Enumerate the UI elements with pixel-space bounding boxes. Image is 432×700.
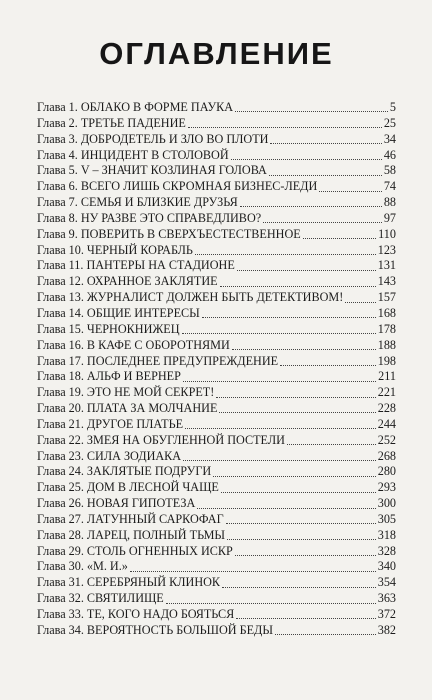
dot-leader <box>182 333 376 334</box>
page-number: 110 <box>378 226 396 241</box>
dot-leader <box>303 238 376 239</box>
page-number: 58 <box>383 163 396 178</box>
page-number: 198 <box>377 353 396 368</box>
chapter-title: ДОБРОДЕТЕЛЬ И ЗЛО ВО ПЛОТИ <box>80 131 269 146</box>
dot-leader <box>216 397 375 398</box>
toc-entry <box>37 148 396 164</box>
page-number: 188 <box>377 337 396 352</box>
page-number: 221 <box>377 385 396 400</box>
chapter-label: Глава 21. <box>37 416 84 431</box>
toc-entry <box>37 100 396 116</box>
toc-entry <box>37 227 396 243</box>
toc-entry <box>37 195 396 211</box>
toc-entry <box>37 354 396 370</box>
toc-entry <box>37 290 396 306</box>
chapter-title: ДОМ В ЛЕСНОЙ ЧАЩЕ <box>86 480 219 495</box>
dot-leader <box>222 587 376 588</box>
toc-entry <box>37 559 396 575</box>
page-number: 252 <box>377 432 396 447</box>
page-number: 340 <box>377 559 396 574</box>
toc-entry <box>37 607 396 623</box>
chapter-label: Глава 13. <box>37 290 84 305</box>
dot-leader <box>183 381 376 382</box>
toc-entry <box>37 179 396 195</box>
chapter-title: ЛАРЕЦ, ПОЛНЫЙ ТЬМЫ <box>86 527 226 542</box>
chapter-label: Глава 34. <box>37 622 84 637</box>
dot-leader <box>235 555 376 556</box>
chapter-title: ЗМЕЯ НА ОБУГЛЕННОЙ ПОСТЕЛИ <box>86 432 285 447</box>
dot-leader <box>195 254 376 255</box>
page-number: 74 <box>383 179 396 194</box>
chapter-label: Глава 29. <box>37 543 84 558</box>
chapter-title: ТРЕТЬЕ ПАДЕНИЕ <box>80 115 186 130</box>
chapter-title: ЗАКЛЯТЫЕ ПОДРУГИ <box>86 464 212 479</box>
toc-entry <box>37 512 396 528</box>
dot-leader <box>231 159 382 160</box>
dot-leader <box>319 191 382 192</box>
page-number: 5 <box>389 100 396 114</box>
toc-entry <box>37 385 396 401</box>
page-number: 97 <box>383 210 396 225</box>
chapter-title: ПАНТЕРЫ НА СТАДИОНЕ <box>86 258 235 273</box>
toc-entry <box>37 401 396 417</box>
chapter-label: Глава 16. <box>37 337 84 352</box>
dot-leader <box>197 508 375 509</box>
chapter-title: ТЕ, КОГО НАДО БОЯТЬСЯ <box>86 607 235 621</box>
chapter-title: ПОСЛЕДНЕЕ ПРЕДУПРЕЖДЕНИЕ <box>86 353 279 368</box>
chapter-title: СЕМЬЯ И БЛИЗКИЕ ДРУЗЬЯ <box>80 195 238 210</box>
chapter-title: ПОВЕРИТЬ В СВЕРХЪЕСТЕСТВЕННОЕ <box>80 226 301 241</box>
chapter-label: Глава 26. <box>37 496 84 511</box>
chapter-label: Глава 6. <box>37 179 78 194</box>
chapter-title: ЧЕРНОКНИЖЕЦ <box>86 321 180 336</box>
dot-leader <box>240 206 382 207</box>
toc-entry <box>37 132 396 148</box>
chapter-label: Глава 15. <box>37 321 84 336</box>
page-number: 382 <box>377 622 396 637</box>
toc-entry <box>37 258 396 274</box>
toc-entry <box>37 338 396 354</box>
dot-leader <box>270 143 381 144</box>
page-title: ОГЛАВЛЕНИЕ <box>99 36 334 71</box>
dot-leader <box>219 412 375 413</box>
page-number: 143 <box>377 274 396 289</box>
chapter-title: СИЛА ЗОДИАКА <box>86 448 182 463</box>
chapter-title: ЛАТУННЫЙ САРКОФАГ <box>86 511 224 526</box>
page-number: 300 <box>377 496 396 511</box>
page-number: 280 <box>377 464 396 479</box>
chapter-label: Глава 24. <box>37 464 84 479</box>
chapter-label: Глава 19. <box>37 385 84 400</box>
chapter-title: ПЛАТА ЗА МОЛЧАНИЕ <box>86 401 218 416</box>
toc-entry <box>37 433 396 449</box>
dot-leader <box>275 634 376 635</box>
chapter-label: Глава 17. <box>37 353 84 368</box>
chapter-title: V – ЗНАЧИТ КОЗЛИНАЯ ГОЛОВА <box>80 163 267 178</box>
dot-leader <box>235 111 388 112</box>
chapter-label: Глава 2. <box>37 115 78 130</box>
page-number: 244 <box>377 416 396 431</box>
page-number: 178 <box>377 321 396 336</box>
dot-leader <box>345 302 375 303</box>
chapter-title: СТОЛЬ ОГНЕННЫХ ИСКР <box>86 543 233 558</box>
page-number: 328 <box>377 543 396 558</box>
toc-entry <box>37 163 396 179</box>
toc-entry <box>37 464 396 480</box>
page-number: 131 <box>377 258 396 273</box>
page-number: 123 <box>377 242 396 257</box>
dot-leader <box>237 270 376 271</box>
toc-entry <box>37 591 396 607</box>
page-number: 34 <box>383 131 396 146</box>
dot-leader <box>221 492 376 493</box>
dot-leader <box>263 222 382 223</box>
chapter-label: Глава 9. <box>37 226 78 241</box>
page-number: 46 <box>383 147 396 162</box>
chapter-title: «М. И.» <box>86 559 128 574</box>
page-number: 363 <box>377 591 396 606</box>
dot-leader <box>185 428 376 429</box>
dot-leader <box>220 286 376 287</box>
chapter-label: Глава 14. <box>37 305 84 320</box>
page-number: 211 <box>378 369 396 384</box>
chapter-label: Глава 5. <box>37 163 78 178</box>
dot-leader <box>287 444 376 445</box>
toc-entry <box>37 243 396 259</box>
dot-leader <box>183 460 376 461</box>
chapter-title: ЭТО НЕ МОЙ СЕКРЕТ! <box>86 385 215 400</box>
chapter-title: СВЯТИЛИЩЕ <box>86 591 164 606</box>
chapter-label: Глава 8. <box>37 210 78 225</box>
chapter-title: ВЕРОЯТНОСТЬ БОЛЬШОЙ БЕДЫ <box>86 622 273 637</box>
chapter-label: Глава 25. <box>37 480 84 495</box>
dot-leader <box>202 317 376 318</box>
toc-entry <box>37 274 396 290</box>
chapter-title: ОБЩИЕ ИНТЕРЕСЫ <box>86 305 200 320</box>
dot-leader <box>269 175 382 176</box>
chapter-title: В КАФЕ С ОБОРОТНЯМИ <box>86 337 230 352</box>
chapter-label: Глава 32. <box>37 591 84 606</box>
chapter-label: Глава 10. <box>37 242 84 257</box>
chapter-label: Глава 18. <box>37 369 84 384</box>
dot-leader <box>188 127 382 128</box>
page-number: 318 <box>377 527 396 542</box>
page-number: 168 <box>377 305 396 320</box>
chapter-title: АЛЬФ И ВЕРНЕР <box>86 369 181 384</box>
chapter-label: Глава 33. <box>37 607 84 621</box>
dot-leader <box>226 523 376 524</box>
chapter-title: СЕРЕБРЯНЫЙ КЛИНОК <box>86 575 221 590</box>
toc-entry <box>37 575 396 591</box>
chapter-title: ДРУГОЕ ПЛАТЬЕ <box>86 416 184 431</box>
chapter-title: НОВАЯ ГИПОТЕЗА <box>86 496 196 511</box>
toc-entry <box>37 369 396 385</box>
dot-leader <box>236 618 375 619</box>
chapter-label: Глава 11. <box>37 258 84 273</box>
dot-leader <box>232 349 376 350</box>
chapter-label: Глава 22. <box>37 432 84 447</box>
page-number: 25 <box>383 115 396 130</box>
toc-entry <box>37 496 396 512</box>
page-number: 157 <box>377 290 396 305</box>
chapter-label: Глава 20. <box>37 401 84 416</box>
chapter-title: НУ РАЗВЕ ЭТО СПРАВЕДЛИВО? <box>80 210 262 225</box>
dot-leader <box>166 603 376 604</box>
chapter-title: ИНЦИДЕНТ В СТОЛОВОЙ <box>80 147 229 162</box>
chapter-label: Глава 12. <box>37 274 84 289</box>
chapter-label: Глава 23. <box>37 448 84 463</box>
page-number: 293 <box>377 480 396 495</box>
page-number: 88 <box>383 195 396 210</box>
chapter-label: Глава 7. <box>37 195 78 210</box>
page-number: 372 <box>377 607 396 621</box>
table-of-contents <box>37 100 396 639</box>
toc-entry <box>37 449 396 465</box>
page-number: 354 <box>377 575 396 590</box>
dot-leader <box>213 476 376 477</box>
toc-entry <box>37 480 396 496</box>
chapter-label: Глава 1. <box>37 100 78 114</box>
chapter-label: Глава 30. <box>37 559 84 574</box>
chapter-label: Глава 28. <box>37 527 84 542</box>
chapter-title: ОХРАННОЕ ЗАКЛЯТИЕ <box>86 274 218 289</box>
dot-leader <box>130 571 376 572</box>
toc-entry <box>37 116 396 132</box>
chapter-label: Глава 4. <box>37 147 78 162</box>
page-number: 228 <box>377 401 396 416</box>
dot-leader <box>280 365 376 366</box>
toc-entry <box>37 544 396 560</box>
chapter-title: ЖУРНАЛИСТ ДОЛЖЕН БЫТЬ ДЕТЕКТИВОМ! <box>86 290 344 305</box>
toc-entry <box>37 211 396 227</box>
chapter-label: Глава 3. <box>37 131 78 146</box>
toc-entry <box>37 528 396 544</box>
page-number: 305 <box>377 511 396 526</box>
toc-entry <box>37 306 396 322</box>
dot-leader <box>227 539 376 540</box>
toc-entry <box>37 623 396 639</box>
page-number: 268 <box>377 448 396 463</box>
chapter-title: ОБЛАКО В ФОРМЕ ПАУКА <box>80 100 233 114</box>
toc-entry <box>37 417 396 433</box>
chapter-label: Глава 31. <box>37 575 84 590</box>
chapter-label: Глава 27. <box>37 511 84 526</box>
toc-entry <box>37 322 396 338</box>
chapter-title: ВСЕГО ЛИШЬ СКРОМНАЯ БИЗНЕС-ЛЕДИ <box>80 179 318 194</box>
chapter-title: ЧЕРНЫЙ КОРАБЛЬ <box>86 242 193 257</box>
